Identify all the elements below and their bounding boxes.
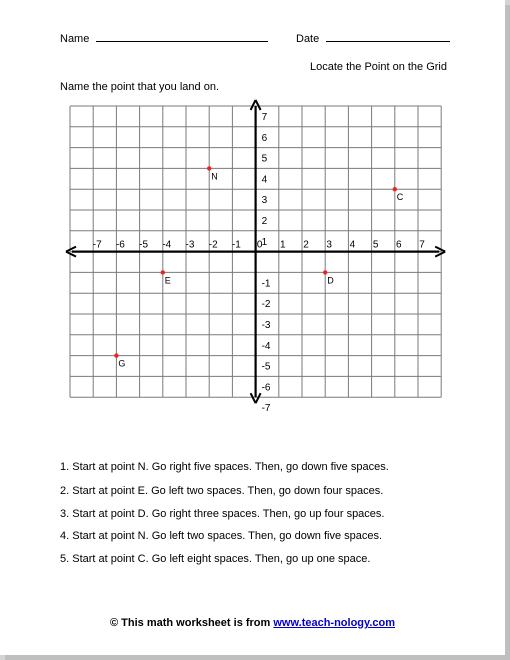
point-c-label: C <box>396 192 404 203</box>
y-axis-tick-labels <box>262 112 271 414</box>
plotted-points <box>114 166 404 368</box>
point-e-label: E <box>164 275 171 286</box>
x-tick-label: -2 <box>208 239 218 251</box>
y-tick-label: 1 <box>261 236 268 248</box>
question-2: 2. Start at point E. Go left two spaces. Then, go down four spaces. <box>60 485 384 497</box>
question-3: 3. Start at point D. Go right three spaces. Then, go up four spaces. <box>60 508 385 520</box>
point-e-dot <box>161 270 165 274</box>
y-tick-label: -6 <box>261 382 271 394</box>
y-tick-label: 6 <box>261 132 268 144</box>
y-tick-label: -5 <box>261 361 271 373</box>
x-tick-label: -1 <box>231 239 241 251</box>
x-tick-label: -5 <box>139 239 149 251</box>
x-tick-label: -7 <box>92 239 102 251</box>
x-tick-label: 7 <box>419 239 425 251</box>
point-n-dot <box>207 166 211 170</box>
y-tick-label: 5 <box>261 153 268 165</box>
point-n-label: N <box>211 171 218 182</box>
x-tick-label: 1 <box>280 239 286 251</box>
y-tick-label: -7 <box>261 403 271 415</box>
y-tick-label: 2 <box>261 216 268 227</box>
x-tick-label: 0 <box>256 239 263 251</box>
worksheet-title: Locate the Point on the Grid <box>310 61 447 73</box>
point-d-dot <box>323 270 327 274</box>
footer-credit <box>0 617 505 629</box>
y-tick-label: -4 <box>261 340 271 352</box>
x-tick-label: 5 <box>372 239 379 251</box>
x-tick-label: 2 <box>303 239 309 251</box>
question-4: 4. Start at point N. Go left two spaces. Then, go down five spaces. <box>60 530 383 542</box>
x-tick-label: 4 <box>349 239 356 251</box>
point-g-label: G <box>118 358 126 369</box>
name-label: Name <box>60 33 90 45</box>
x-tick-label: 6 <box>396 239 402 251</box>
x-tick-label: 3 <box>326 239 332 251</box>
x-tick-label: -3 <box>185 239 195 251</box>
y-tick-label: 7 <box>261 112 268 123</box>
date-label: Date <box>296 33 320 45</box>
x-tick-label: -6 <box>115 239 125 251</box>
footer-link[interactable]: www.teach-nology.com <box>273 617 395 629</box>
question-5: 5. Start at point C. Go left eight spaces. Then, go up one space. <box>60 553 371 565</box>
x-axis-tick-labels <box>93 240 425 251</box>
y-tick-label: -3 <box>261 320 271 331</box>
y-tick-label: -2 <box>261 299 271 311</box>
point-d-label: D <box>327 275 334 286</box>
y-tick-label: -1 <box>261 278 271 290</box>
point-g-dot <box>114 353 118 357</box>
instruction-text: Name the point that you land on. <box>60 81 219 93</box>
y-tick-label: 3 <box>261 195 268 207</box>
x-tick-label: -4 <box>162 239 172 251</box>
point-c-dot <box>393 187 397 191</box>
y-tick-label: 4 <box>261 174 268 186</box>
footer-prefix: © This math worksheet is from <box>110 617 274 629</box>
question-1: 1. Start at point N. Go right five spaces. Then, go down five spaces. <box>60 461 389 473</box>
